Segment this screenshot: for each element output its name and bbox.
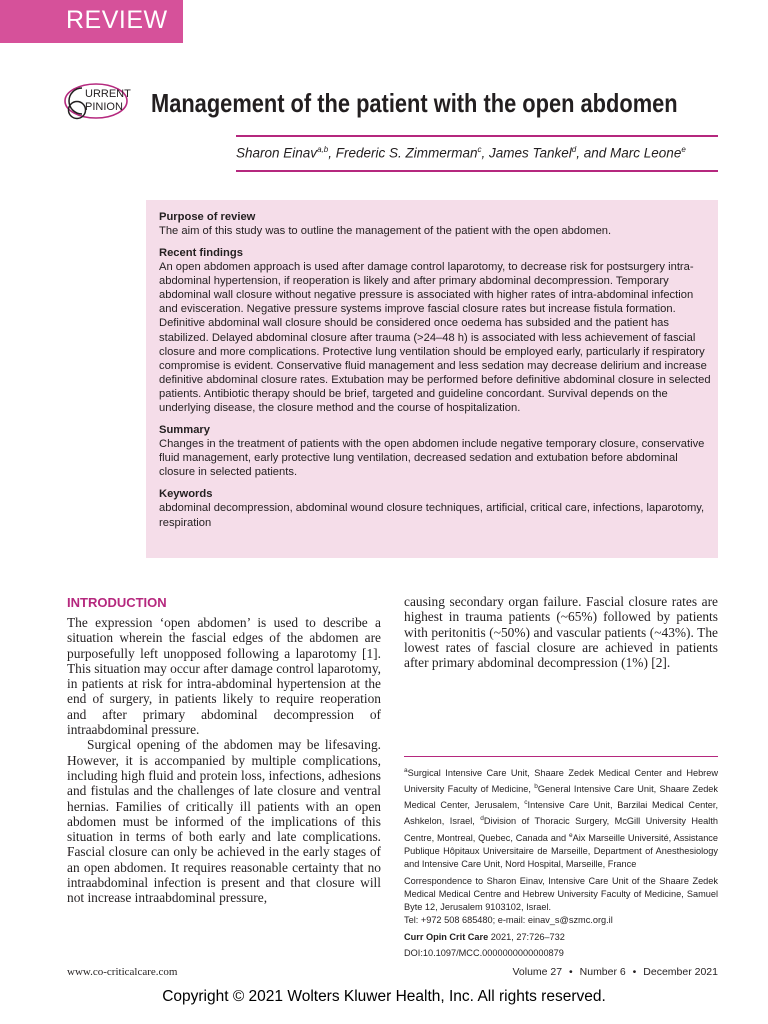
doi[interactable]: DOI:10.1097/MCC.0000000000000879 [404,948,564,959]
affil-text: General Intensive Care Unit, Shaare Zedek Medical Center, Jerusalem, [404,784,719,811]
intro-paragraph-3: causing secondary organ failure. Fascial closure rates are highest in trauma patients (~65%) followed by patients with peritonitis (~50%) and vascular patients (~43%). The lowest rates of fascial closure are achieved in patients after primary abdominal decompression (1%) [2]. [404,594,718,671]
affiliations-block [404,764,718,961]
issue-date: December 2021 [643,966,718,978]
affil-text: Aix Marseille Université, Assistance Publique Hôpitaux Universitaire de Marseille, Department of Anesthesiology and Intensive Care Unit, Nord Hospital, Marseille, France [404,832,719,869]
journal-website[interactable]: www.co-criticalcare.com [67,966,178,978]
left-column [67,594,381,906]
contact-text[interactable]: Tel: +972 508 685480; e-mail: einav_s@szmc.org.il [404,915,613,926]
affiliation-rule [404,756,718,757]
author-separator: , [481,145,489,161]
right-column [404,594,718,670]
copyright-notice: Copyright © 2021 Wolters Kluwer Health, Inc. All rights reserved. [162,988,606,1005]
affil-marker: d [480,815,484,823]
citation-text: 2021, 27:726–732 [488,932,565,943]
volume: Volume 27 [512,966,563,978]
author-4-affil: e [681,145,686,154]
author-1: Sharon Einav [236,145,318,161]
author-list [236,145,686,161]
author-3-affil: d [571,145,577,154]
summary-heading: Summary [159,424,210,437]
author-2-affil: c [477,145,482,154]
correspondence: Correspondence to Sharon Einav, Intensive Care Unit of the Shaare Zedek Medical Medical Centre and Hebrew University Faculty of Medicine, Samuel Byte 12, Jerusalem 9103102, Israel. [404,875,718,913]
introduction-heading: INTRODUCTION [67,595,167,610]
affil-marker: a [404,767,408,774]
abstract-box [146,200,718,558]
article-title: Management of the patient with the open abdomen [151,88,678,118]
summary-text: Changes in the treatment of patients with the open abdomen include negative temporary closure, conservative fluid management, early protective lung ventilation, decreased sedation and extubation before abdominal closure in selected patients. [159,438,705,479]
keywords-heading: Keywords [159,488,213,501]
affil-text: Intensive Care Unit, Barzilai Medical Center, Ashkelon, Israel, [404,800,718,827]
author-separator: , and [576,145,611,161]
purpose-heading: Purpose of review [159,211,256,223]
bullet-separator: • [569,966,573,978]
section-tab-label: REVIEW [66,6,168,34]
journal-name: Curr Opin Crit Care [404,932,489,943]
author-1-affil: a,b [317,145,329,154]
affil-marker: e [568,831,573,839]
author-separator: , [328,145,336,161]
findings-text: An open abdomen approach is used after damage control laparotomy, to decrease risk for postsurgery intra-abdominal hypertension, if reoperation is likely and after primary abdominal decompression. Temporary abdominal wall closure without negative pressure is associated with higher rates of intra-abdominal infection and evisceration. Negative pressure systems improve fascial closure rates but increase fistula formation. Definitive abdominal wall closure should be considered once oedema has subsided and the patient has stabilized. Delayed abdominal closure after trauma (>24–48 h) is associated with less achievement of fascial closure and more complications. Protective lung ventilation should be employed early, particularly if respiratory compromise is evident. Conservative fluid management and less sedation may decrease delirium and increase definitive abdominal closure rates. Extubation may be performed before definitive abdominal closure in selected patients. Antibiotic therapy should be brief, targeted and guideline concordant. Survival depends on the underlying disease, the closure method and the course of hospitalization. [159,261,711,415]
author-3: James Tankel [489,145,572,161]
purpose-text: The aim of this study was to outline the management of the patient with the open abdomen. [159,225,612,237]
title-rule [236,135,718,137]
logo-text-line1: URRENT [85,88,131,100]
logo-text-line2: PINION [85,101,123,113]
affil-text: Division of Thoracic Surgery, McGill University Health Centre, Montreal, Quebec, Canada and [404,816,718,843]
affiliation-list [404,764,718,871]
keywords-text: abdominal decompression, abdominal wound closure techniques, artificial, critical care, infections, laparotomy, respiration [159,502,705,529]
current-opinion-logo [62,80,132,124]
authors-rule [236,170,718,172]
author-4: Marc Leone [610,145,682,161]
bullet-separator: • [632,966,637,978]
affil-marker: b [534,783,538,791]
contact-info[interactable] [404,914,718,927]
issue-number: Number 6 [579,966,626,978]
affil-text: Surgical Intensive Care Unit, Shaare Zedek Medical Center and Hebrew University Faculty of Medicine, [404,768,718,795]
intro-paragraph-2: Surgical opening of the abdomen may be lifesaving. However, it is accompanied by multiple complications, including high fluid and protein loss, infections, adhesions and fistulas and the challenges of late closure and ventral hernias. Families of critically ill patients with an open abdomen must be informed of the implications of this situation in terms of both early and late complications. Fascial closure can only be achieved in the early stages of an open abdomen. It requires reasonable certainty that no intraabdominal infection is present and that closure will not increase intraabdominal pressure, [67,737,381,906]
author-2: Frederic S. Zimmerman [335,145,478,161]
journal-citation [404,931,718,944]
section-tab [0,0,183,43]
findings-heading: Recent findings [159,247,243,260]
intro-paragraph-1: The expression ‘open abdomen’ is used to describe a situation wherein the fascial edges of the abdomen are purposefully left unopposed following a laparotomy [1]. This situation may occur after damage control laparotomy, in patients at risk for intra-abdominal hypertension at the end of surgery, in patients likely to require reoperation and after primary abdominal decompression of intraabdominal pressure. [67,615,381,738]
issue-info [508,966,718,978]
affil-marker: c [524,799,528,807]
